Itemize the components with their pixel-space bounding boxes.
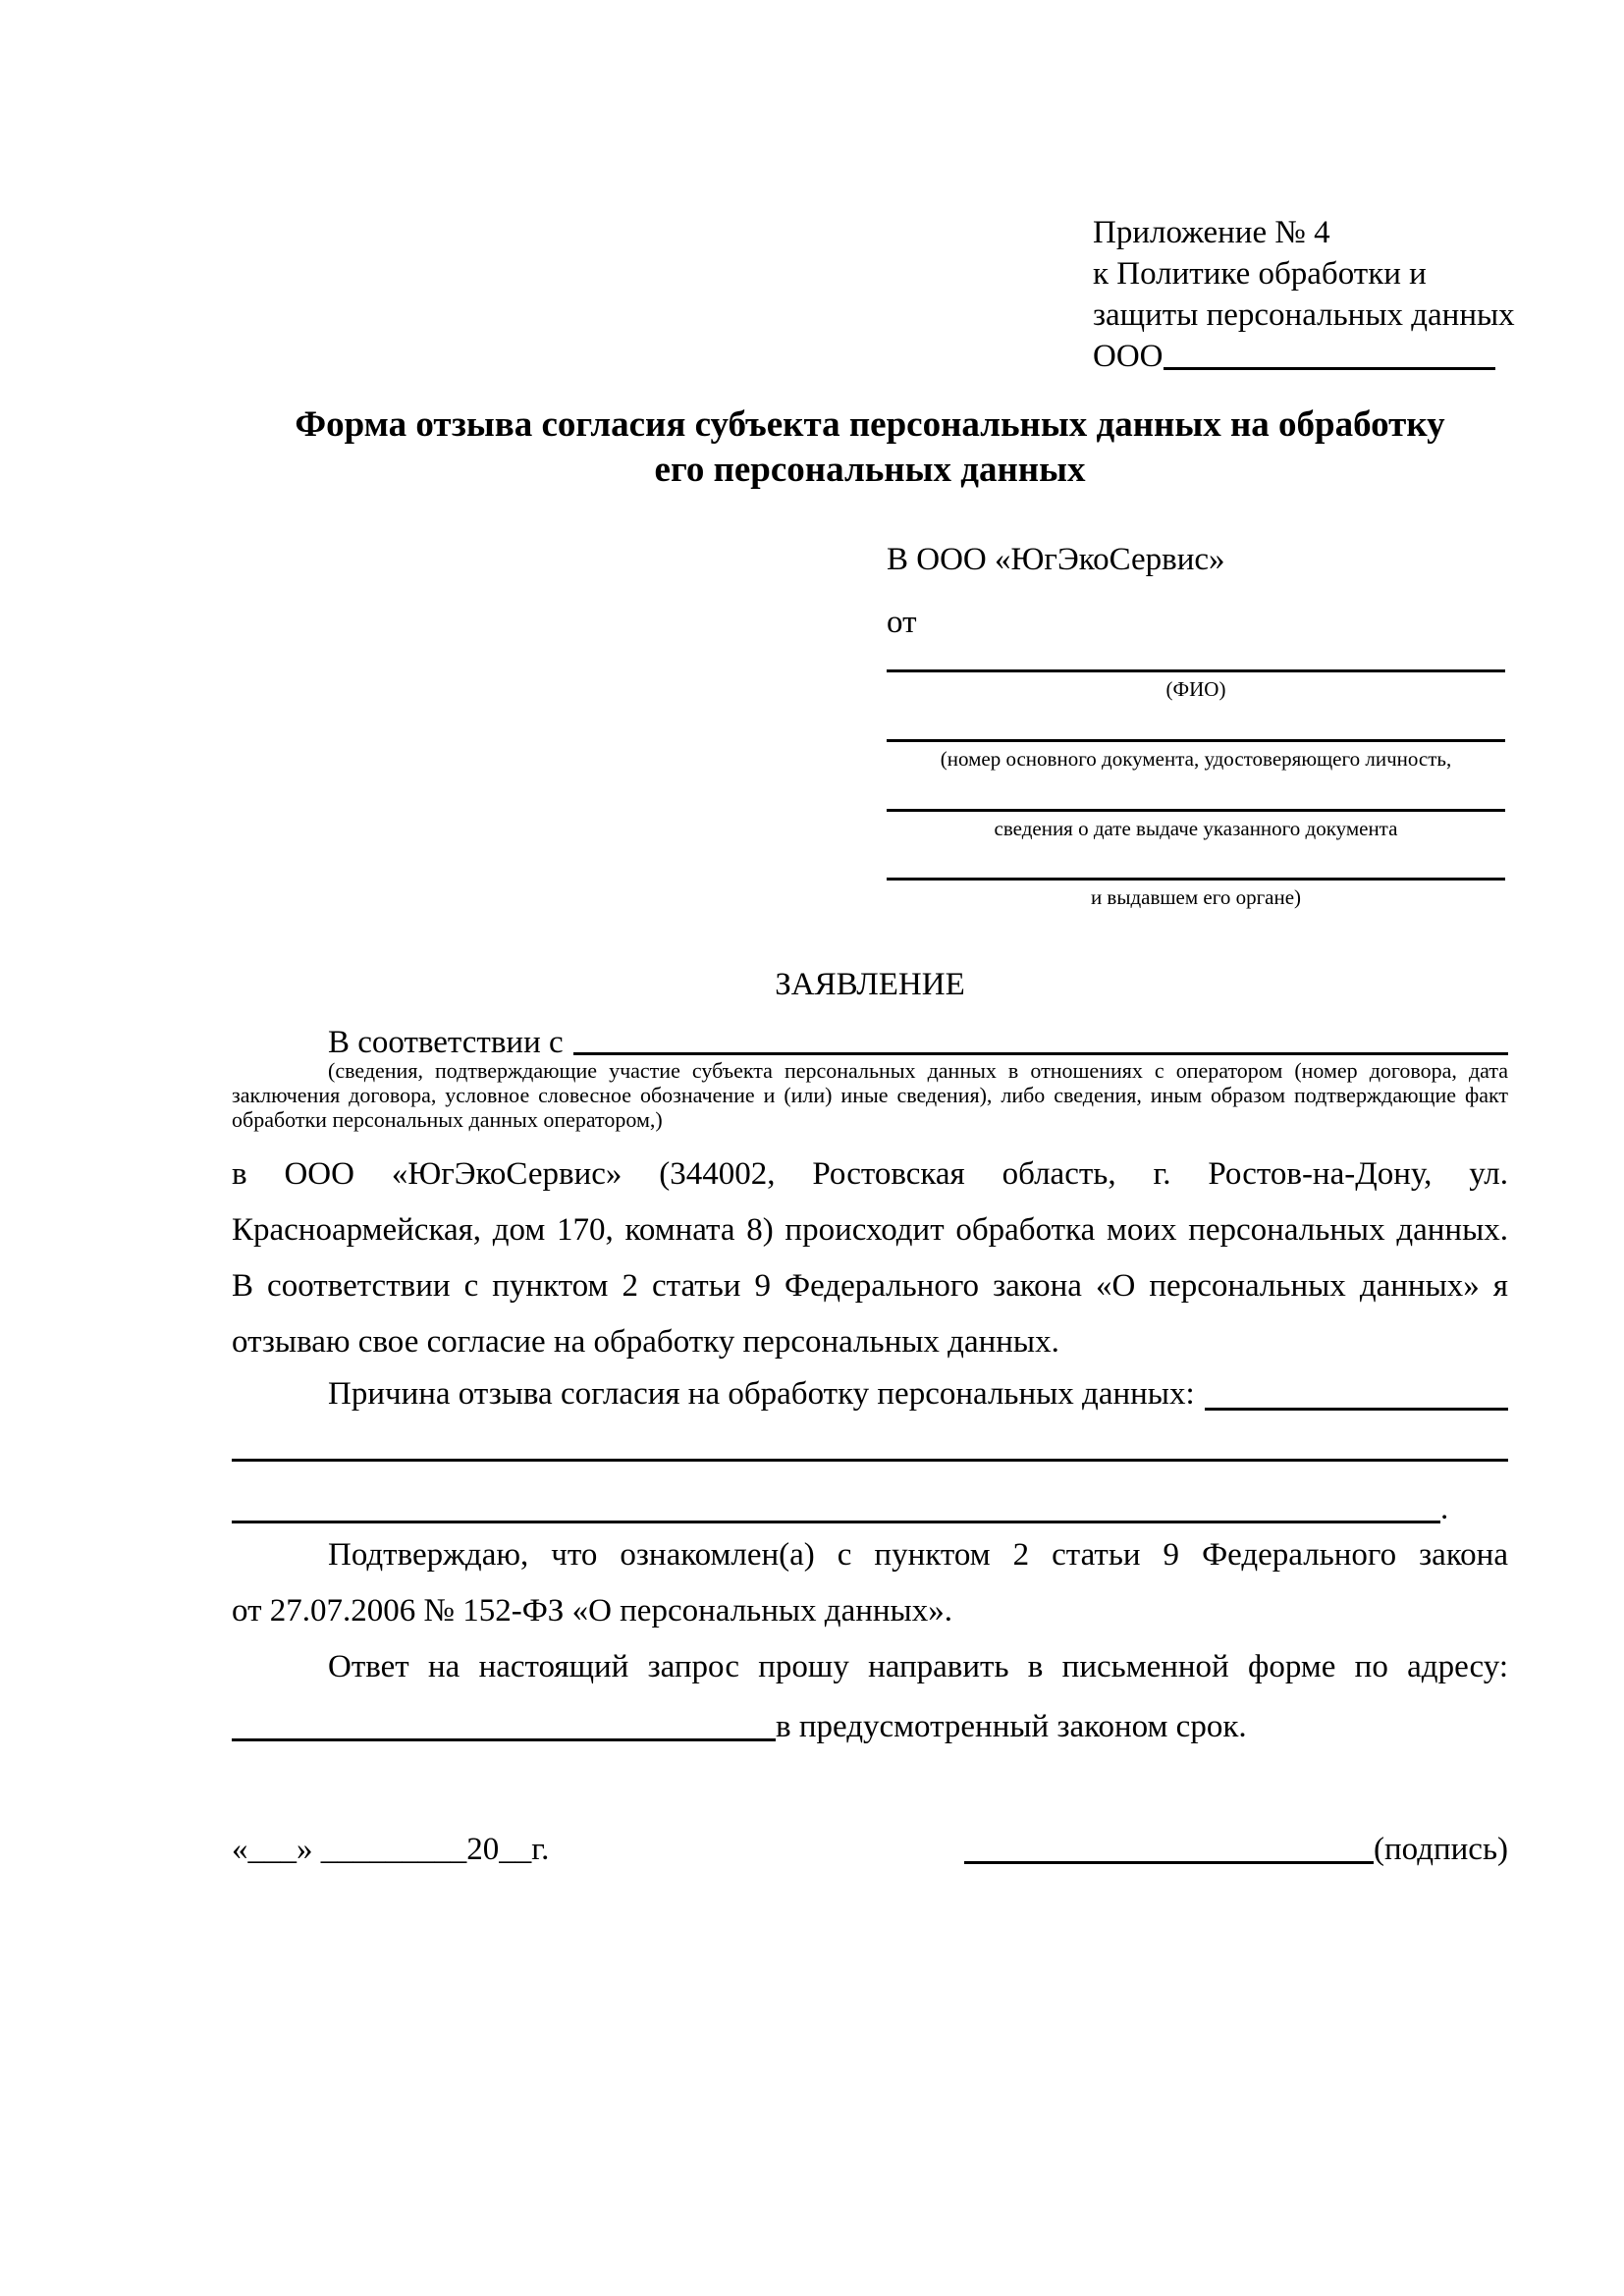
fio-caption: (ФИО) [1165, 677, 1226, 701]
document-number-blank-line[interactable] [887, 708, 1505, 742]
accordance-blank-line[interactable] [573, 1021, 1508, 1055]
address-blank-line[interactable] [232, 1705, 776, 1741]
fio-blank-line[interactable] [887, 638, 1505, 672]
addressee-from-label: от [887, 605, 917, 640]
confirmation-line: от 27.07.2006 № 152-ФЗ «О персональных данных». [232, 1593, 952, 1629]
statement-heading: ЗАЯВЛЕНИЕ [775, 967, 965, 1002]
body-line: Красноармейская, дом 170, комната 8) происходит обработка моих персональных данных. [232, 1212, 1508, 1248]
form-title-line: его персональных данных [654, 450, 1086, 490]
body-line: В соответствии с пунктом 2 статьи 9 Федерального закона «О персональных данных» я [232, 1268, 1508, 1304]
date-blank[interactable]: «___» _________20__г. [232, 1832, 550, 1867]
reason-label: Причина отзыва согласия на обработку персональных данных: [328, 1376, 1195, 1412]
signature-blank-line[interactable] [964, 1828, 1374, 1864]
annex-note [1093, 212, 1515, 377]
body-line: в ООО «ЮгЭкоСервис» (344002, Ростовская область, г. Ростов-на-Дону, ул. [232, 1156, 1508, 1192]
issue-date-caption: сведения о дате выдаче указанного документа [994, 817, 1398, 840]
issuing-authority-caption: и выдавшем его органе) [1090, 885, 1302, 909]
issuing-authority-blank-line[interactable] [887, 846, 1505, 881]
footnote-line: заключения договора, условное словесное обозначение и (или) иные сведения), либо сведения, иным образом подтверждающие факт [232, 1083, 1508, 1107]
reply-line: Ответ на настоящий запрос прошу направить в письменной форме по адресу: [328, 1649, 1508, 1684]
form-title-line: Форма отзыва согласия субъекта персональных данных на обработку [295, 404, 1445, 445]
issue-date-blank-line[interactable] [887, 777, 1505, 812]
annex-line: Приложение № 4 [1093, 215, 1330, 250]
footnote [232, 1058, 1508, 1132]
reply-suffix: в предусмотренный законом срок. [776, 1709, 1247, 1744]
confirmation-line: Подтверждаю, что ознакомлен(а) с пунктом 2 статьи 9 Федерального закона [328, 1537, 1508, 1573]
reply-address-row [232, 1705, 1508, 1748]
annex-ooo-prefix: ООО [1093, 339, 1164, 374]
annex-line: защиты персональных данных [1093, 297, 1515, 333]
annex-line: к Политике обработки и [1093, 256, 1427, 292]
reason-blank-line-3[interactable] [232, 1487, 1440, 1523]
reason-blank-row [232, 1487, 1508, 1530]
date-signature-row [232, 1828, 1508, 1871]
reply-paragraph [232, 1639, 1508, 1695]
accordance-prefix: В соответствии с [328, 1025, 564, 1060]
reason-row [232, 1372, 1508, 1415]
reason-blank-row [232, 1425, 1508, 1462]
addressee-to: В ООО «ЮгЭкоСервис» [887, 542, 1225, 577]
reason-blank-line-1[interactable] [1205, 1372, 1508, 1411]
main-paragraph [232, 1147, 1508, 1370]
reason-blank-line-2[interactable] [232, 1425, 1508, 1462]
annex-ooo-blank[interactable] [1164, 336, 1496, 370]
reason-terminator: . [1440, 1491, 1449, 1526]
form-title [232, 402, 1508, 493]
footnote-line: (сведения, подтверждающие участие субъекта персональных данных в отношениях с оператором (номер договора, дата [328, 1058, 1508, 1083]
footnote-line: обработки персональных данных оператором,) [232, 1107, 663, 1132]
confirmation-paragraph [232, 1527, 1508, 1639]
document-number-caption: (номер основного документа, удостоверяющего личность, [940, 747, 1452, 771]
body-line: отзываю свое согласие на обработку персональных данных. [232, 1324, 1059, 1360]
signature-caption: (подпись) [1374, 1832, 1508, 1867]
